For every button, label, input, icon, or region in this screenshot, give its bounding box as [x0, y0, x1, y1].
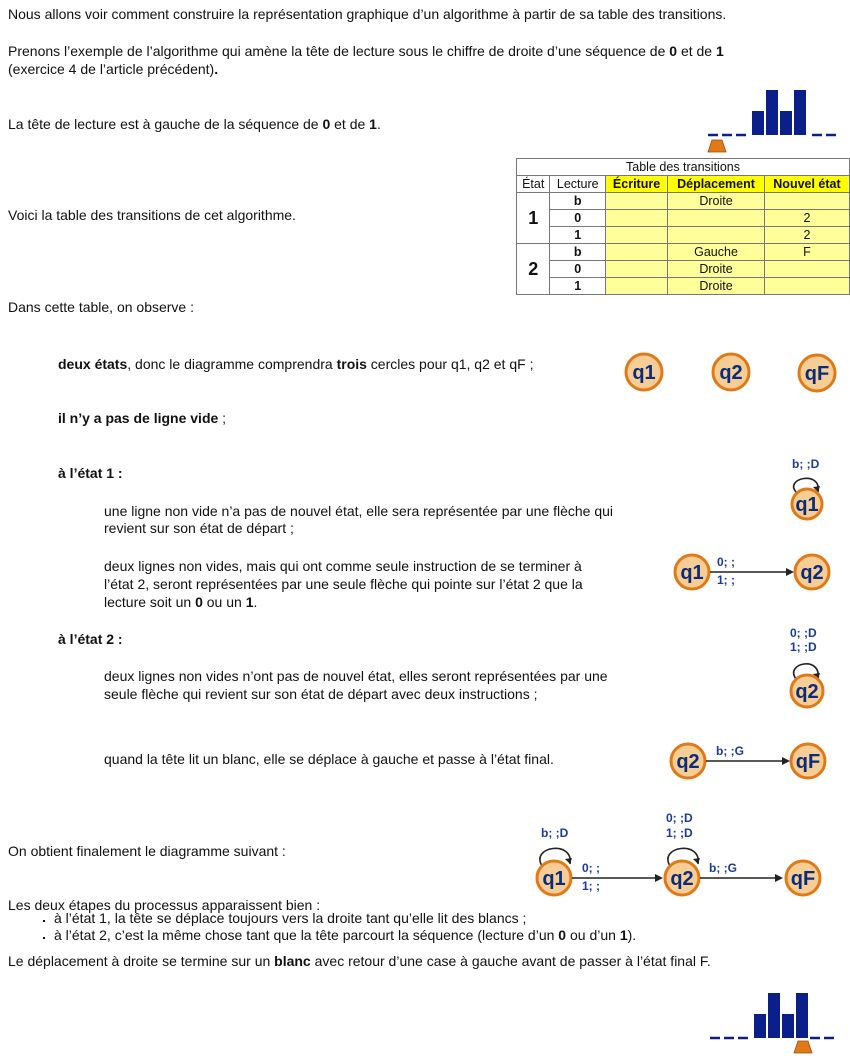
state-q1	[792, 489, 822, 519]
lecture-cell: 1	[550, 278, 606, 295]
intro-line-2-and: et de	[677, 43, 716, 59]
head-position-prefix: La tête de lecture est à gauche de la séquence de	[8, 116, 323, 132]
state2-heading: à l’état 2 :	[58, 631, 123, 647]
step-2-digit-1: 1	[619, 927, 628, 943]
header-etat: État	[517, 176, 550, 193]
intro-line-3	[8, 61, 218, 78]
q1-to-q2-arrowhead	[655, 874, 663, 882]
step-2-end: ).	[627, 927, 637, 943]
list-item	[54, 927, 636, 944]
q1-to-q2-diagram	[672, 550, 832, 594]
table-row	[517, 278, 850, 295]
state-qF	[786, 861, 820, 895]
state-qF-label: qF	[804, 363, 830, 385]
intro-digit-0: 0	[669, 43, 678, 59]
label-1-D: 1; ;D	[666, 826, 693, 840]
ecriture-cell	[606, 261, 668, 278]
state1-p2-line3	[104, 594, 257, 611]
table-row	[517, 261, 850, 278]
state-q2-label: q2	[670, 868, 694, 890]
label-b-D: b; ;D	[541, 826, 569, 840]
state-q2-label: q2	[676, 751, 700, 773]
label-0-D: 0; ;D	[666, 811, 693, 825]
no-empty-bold: il n’y a pas de ligne vide	[58, 410, 219, 426]
header-ecriture: Écriture	[606, 176, 668, 193]
state1-period: .	[253, 594, 258, 610]
steps-list	[30, 910, 636, 944]
label-0: 0; ;	[717, 555, 735, 569]
no-empty-semicolon: ;	[218, 410, 227, 426]
state-q1-label: q1	[632, 362, 656, 384]
state-qF	[791, 744, 825, 778]
state-q2	[795, 555, 829, 589]
table-header-row	[517, 176, 850, 193]
state1-digit-1: 1	[245, 594, 254, 610]
states-line-text-2: cercles pour q1, q2 et qF ;	[366, 356, 534, 372]
table-row	[517, 193, 850, 210]
observe-text: Dans cette table, on observe :	[8, 299, 194, 315]
list-item	[54, 910, 636, 927]
header-deplacement: Déplacement	[668, 176, 765, 193]
state1-p2-line1: deux lignes non vides, mais qui ont comme seule instruction de se terminer à	[104, 558, 582, 574]
conclusion-text-1: Le déplacement à droite se termine sur un	[8, 953, 275, 969]
q2-self-loop-diagram	[778, 625, 842, 711]
q2-to-qF-arrowhead	[775, 874, 783, 882]
no-empty-line	[58, 410, 226, 427]
tape-illustration-start	[700, 88, 840, 154]
state2-p1-line2: seule flèche qui revient sur son état de départ avec deux instructions ;	[104, 686, 538, 702]
label-1: 1; ;	[717, 573, 735, 587]
nouvel-etat-cell	[764, 278, 849, 295]
lecture-cell: 1	[550, 227, 606, 244]
state-q2	[671, 744, 705, 778]
state-q1-label: q1	[795, 494, 819, 516]
head-position-text	[8, 116, 381, 133]
state1-p2-line3-text: lecture soit un	[104, 594, 196, 610]
three-states-diagram	[620, 348, 840, 396]
step-2-text: à l’état 2, c’est la même chose tant que la tête parcourt la séquence (lecture d’un	[54, 927, 559, 943]
states-line-text-1: , donc le diagramme comprendra	[127, 356, 337, 372]
label-0-D: 0; ;D	[790, 626, 817, 640]
final-intro: On obtient finalement le diagramme suivant :	[8, 843, 286, 859]
label-b-G: b; ;G	[709, 861, 737, 875]
tape-bars	[754, 993, 808, 1038]
read-head-icon	[708, 140, 726, 152]
lecture-cell: b	[550, 244, 606, 261]
deplacement-cell: Droite	[668, 261, 765, 278]
table-row	[517, 227, 850, 244]
state-cell: 1	[517, 193, 550, 244]
head-position-digit-1: 1	[369, 116, 377, 132]
read-head-icon	[794, 1041, 812, 1053]
head-position-digit-0: 0	[322, 116, 331, 132]
intro-line-3-text: (exercice 4 de l’article précédent)	[8, 61, 215, 77]
conclusion	[8, 953, 711, 970]
state1-p1-line2: revient sur son état de départ ;	[104, 520, 294, 536]
state2-p1-line1: deux lignes non vides n’ont pas de nouvel état, elles seront représentées par une	[104, 668, 608, 684]
steps-intro: Les deux étapes du processus apparaissent bien :	[8, 897, 321, 913]
label-b-D: b; ;D	[792, 457, 820, 471]
states-line-bold-2: trois	[336, 356, 367, 372]
intro-line-2-text: Prenons l’exemple de l’algorithme qui amène la tête de lecture sous le chiffre de droite d’une séquence de	[8, 43, 670, 59]
ecriture-cell	[606, 227, 668, 244]
state-cell: 2	[517, 244, 550, 295]
nouvel-etat-cell: 2	[764, 210, 849, 227]
state-qF-label: qF	[790, 868, 816, 890]
table-row	[517, 244, 850, 261]
table-title: Table des transitions	[517, 159, 850, 176]
ecriture-cell	[606, 244, 668, 261]
state-q2-label: q2	[800, 562, 824, 584]
lecture-cell: 0	[550, 261, 606, 278]
intro-digit-1: 1	[715, 43, 724, 59]
step-2-digit-0: 0	[558, 927, 567, 943]
step-2-or: ou d’un	[566, 927, 620, 943]
final-diagram	[532, 806, 832, 900]
label-b-G: b; ;G	[716, 744, 744, 758]
q2-self-loop-arrowhead	[693, 858, 700, 864]
conclusion-text-2: avec retour d’une case à gauche avant de passer à l’état final F.	[310, 953, 711, 969]
transitions-table	[516, 158, 850, 295]
tape-bars	[752, 90, 806, 135]
label-1: 1; ;	[582, 879, 600, 893]
state-q1	[537, 861, 571, 895]
state1-p2-line2: l’état 2, seront représentées par une seule flèche qui pointe sur l’état 2 que la	[104, 576, 583, 592]
deplacement-cell	[668, 210, 765, 227]
state-q1	[626, 354, 662, 390]
state-q1	[675, 555, 709, 589]
nouvel-etat-cell: 2	[764, 227, 849, 244]
tape-illustration-end	[700, 988, 840, 1054]
state-qF	[799, 355, 835, 391]
state1-or: ou un	[202, 594, 246, 610]
nouvel-etat-cell	[764, 193, 849, 210]
state2-p2: quand la tête lit un blanc, elle se déplace à gauche et passe à l’état final.	[104, 751, 554, 767]
label-1-D: 1; ;D	[790, 640, 817, 654]
deplacement-cell: Droite	[668, 278, 765, 295]
head-position-period: .	[376, 116, 381, 132]
header-lecture: Lecture	[550, 176, 606, 193]
ecriture-cell	[606, 210, 668, 227]
ecriture-cell	[606, 193, 668, 210]
table-title-row	[517, 159, 850, 176]
state-q1-label: q1	[542, 868, 566, 890]
table-row	[517, 210, 850, 227]
q1-self-loop-arrowhead	[565, 858, 572, 864]
intro-line-3-period: .	[214, 61, 219, 77]
transition-arrowhead	[786, 568, 794, 576]
intro-line-1: Nous allons voir comment construire la représentation graphique d’un algorithme à partir de sa table des transitions.	[8, 6, 727, 22]
state1-p1-line1: une ligne non vide n’a pas de nouvel état, elle sera représentée par une flèche qui	[104, 503, 614, 519]
deplacement-cell	[668, 227, 765, 244]
nouvel-etat-cell	[764, 261, 849, 278]
q1-self-loop-diagram	[782, 456, 842, 524]
q2-to-qF-diagram	[668, 739, 832, 783]
lecture-cell: b	[550, 193, 606, 210]
deplacement-cell: Gauche	[668, 244, 765, 261]
transition-arrowhead	[782, 757, 790, 765]
state1-digit-0: 0	[195, 594, 203, 610]
state-q2-label: q2	[719, 362, 743, 384]
state-qF-label: qF	[795, 751, 821, 773]
header-nouvel-etat: Nouvel état	[764, 176, 849, 193]
nouvel-etat-cell: F	[764, 244, 849, 261]
state-q2	[713, 354, 749, 390]
head-position-and: et de	[330, 116, 370, 132]
state-q2-label: q2	[795, 681, 819, 703]
intro-line-2	[8, 43, 724, 60]
ecriture-cell	[606, 278, 668, 295]
table-intro: Voici la table des transitions de cet algorithme.	[8, 207, 296, 223]
state-q1-label: q1	[680, 562, 704, 584]
states-line	[58, 356, 533, 373]
lecture-cell: 0	[550, 210, 606, 227]
state-q2	[791, 675, 823, 707]
state1-heading: à l’état 1 :	[58, 465, 123, 481]
conclusion-bold: blanc	[274, 953, 311, 969]
step-1-text: à l’état 1, la tête se déplace toujours vers la droite tant qu’elle lit des blancs ;	[54, 910, 527, 926]
deplacement-cell: Droite	[668, 193, 765, 210]
states-line-bold-1: deux états	[58, 356, 128, 372]
label-0: 0; ;	[582, 861, 600, 875]
state-q2	[665, 861, 699, 895]
